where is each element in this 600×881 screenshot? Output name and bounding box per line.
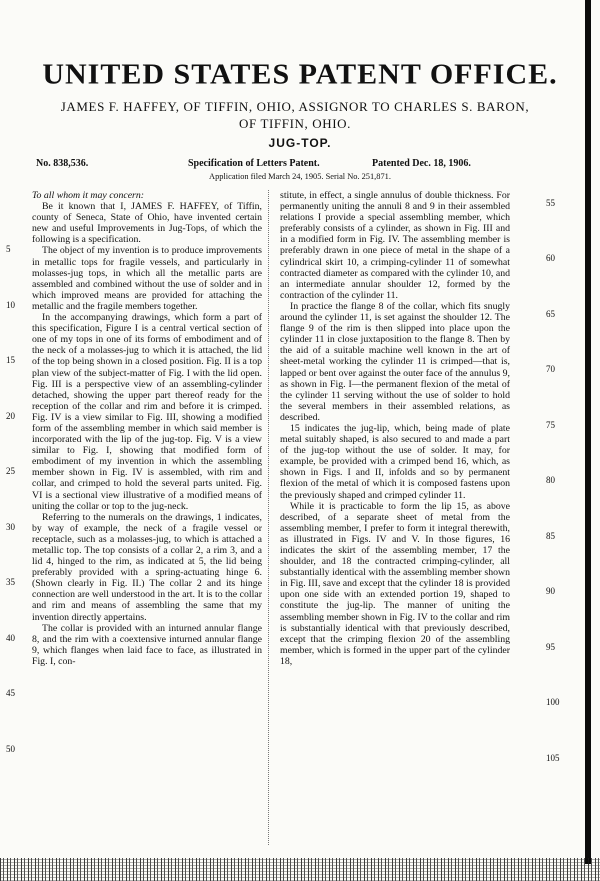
line-number: 40 bbox=[6, 633, 15, 643]
invention-subject: JUG-TOP. bbox=[268, 136, 332, 150]
paragraph: Referring to the numerals on the drawings, 1 indicates, by way of example, the neck of a fragile vessel or receptacle, such as a molasses-jug, to which is attached a metallic top. The top consists of a collar 2, a rim 3, and a lid 4, hinged to the rim, as indicated at 5, the lid being preferably provided with a spring-actuating hinge 6. (Shown clearly in Fig. II.) The collar 2 and its hinge connection are well understood in the art. It is to the collar and rim and means of assembling the same that my invention directly appertains. bbox=[32, 511, 262, 623]
application-line: Application filed March 24, 1905. Serial No. 251,871. bbox=[209, 172, 391, 181]
line-number: 65 bbox=[546, 309, 555, 319]
line-number: 25 bbox=[6, 466, 15, 476]
paragraph: The collar is provided with an inturned annular flange 8, and the rim with a coextensive inturned annular flange 9, which flanges when laid face to face, as illustrated in Fig. I, con- bbox=[32, 622, 262, 667]
line-number: 105 bbox=[546, 753, 560, 763]
paragraph: 15 indicates the jug-lip, which, being made of plate metal suitably shaped, is also secured to and made a part of the jug-top without the use of solder. It may, for example, be provided with a crimped bend 16, which, as shown in Figs. I and II, infolds and so by permanent flexion of the metal of which it is composed fastens upon the previously shaped and crimped cylinder 11. bbox=[280, 422, 510, 501]
right-text-column bbox=[280, 190, 510, 667]
inventor-line-1: JAMES F. HAFFEY, OF TIFFIN, OHIO, ASSIGNOR TO CHARLES S. BARON, bbox=[60, 99, 530, 114]
scan-edge-noise bbox=[0, 858, 600, 881]
salutation: To all whom it may concern: bbox=[32, 190, 145, 201]
paragraph: The object of my invention is to produce improvements in metallic tops for fragile vessels, and particularly in molasses-jug tops, in which all the metallic parts are assembled and combined without the use of solder and in which improved means are provided for attaching the metallic and the fragile members together. bbox=[32, 245, 262, 312]
line-number: 20 bbox=[6, 411, 15, 421]
patent-date: Patented Dec. 18, 1906. bbox=[372, 158, 471, 169]
line-number: 75 bbox=[546, 420, 555, 430]
line-number: 100 bbox=[546, 697, 560, 707]
line-number: 55 bbox=[546, 198, 555, 208]
left-text-column bbox=[32, 190, 262, 667]
paragraph: In practice the flange 8 of the collar, which fits snugly around the cylinder 11, is set against the shoulder 12. The flange 9 of the rim is then slipped into place upon the cylinder 11 in close juxtaposition to the flange 8. Then by the aid of a suitable machine well known in the art of sheet-metal working the cylinder 11 is crimped—that is, lapped or bent over against the outer face of the annulus 9, as shown in Fig. I—the permanent flexion of the metal of the cylinder 11 serving without the use of solder to hold the several members in their assembled relations, as described. bbox=[280, 300, 510, 423]
line-number: 5 bbox=[6, 244, 11, 254]
line-number: 90 bbox=[546, 586, 555, 596]
line-number: 95 bbox=[546, 642, 555, 652]
line-number: 80 bbox=[546, 475, 555, 485]
line-number: 30 bbox=[6, 522, 15, 532]
paragraph: While it is practicable to form the lip 15, as above described, of a separate sheet of metal from the assembling member, I prefer to form it integral therewith, as illustrated in Figs. IV and V. In those figures, 16 indicates the skirt of the assembling member, 17 the shoulder, and 18 the contracted crimping-cylinder, all substantially identical with the assembling member shown in Fig. III, save and except that the cylinder 18 is provided upon one side with an extended portion 19, shaped to constitute the jug-lip. The manner of uniting the assembling member shown in Fig. IV to the collar and rim is substantially identical with that previously described, except that the crimping flexion 20 of the assembling member, which is formed in the upper part of the cylinder 18, bbox=[280, 500, 510, 667]
line-number: 85 bbox=[546, 531, 555, 541]
inventor-line-2: OF TIFFIN, OHIO. bbox=[239, 116, 351, 131]
specification-label: Specification of Letters Patent. bbox=[188, 158, 320, 169]
document-title: UNITED STATES PATENT OFFICE. bbox=[42, 58, 558, 91]
line-number: 15 bbox=[6, 355, 15, 365]
right-margin-rule bbox=[585, 0, 591, 864]
line-number: 50 bbox=[6, 744, 15, 754]
patent-number: No. 838,536. bbox=[36, 158, 89, 169]
line-number: 60 bbox=[546, 253, 555, 263]
line-number: 45 bbox=[6, 688, 15, 698]
paragraph: In the accompanying drawings, which form a part of this specification, Figure I is a central vertical section of one of my tops in one of its forms of embodiment and of the neck of a molasses-jug to which it is attached, the lid of the top being shown in a closed position. Fig. II is a top plan view of the subject-matter of Fig. I with the lid open. Fig. III is a perspective view of an assembling-cylinder detached, showing the upper part thereof ready for the reception of the collar and rim and before it is crimped. Fig. IV is a view similar to Fig. III, showing a modified form of the assembling member in which said member is incorporated with the lip of the jug-top. Fig. V is a view similar to Fig. I, showing that modified form of embodiment of my invention in which the assembling member shown in Fig. IV is assembled, with rim and collar, and crimped to hold the several parts united. Fig. VI is a sectional view illustrative of a modified means of uniting the collar or top to the jug-neck. bbox=[32, 312, 262, 512]
line-number: 35 bbox=[6, 577, 15, 587]
line-number: 70 bbox=[546, 364, 555, 374]
column-divider bbox=[268, 190, 270, 845]
inventor-line bbox=[20, 98, 570, 132]
paragraph: stitute, in effect, a single annulus of double thickness. For permanently uniting the annuli 8 and 9 in their assembled relations I provide a special assembling member, which preferably consists of a cylinder, as shown in Fig. III and in a modified form in Fig. IV. The assembling member is preferably drawn in one piece of metal in the shape of a cylindrical skirt 10, a crimping-cylinder 11 of somewhat contracted diameter as compared with the cylinder 10, and an intermediate annular shoulder 12, formed by the contraction of the cylinder 11. bbox=[280, 190, 510, 301]
line-number: 10 bbox=[6, 300, 15, 310]
paragraph: Be it known that I, JAMES F. HAFFEY, of Tiffin, county of Seneca, State of Ohio, have invented certain new and useful Improvements in Jug-Tops, of which the following is a specification. bbox=[32, 201, 262, 246]
